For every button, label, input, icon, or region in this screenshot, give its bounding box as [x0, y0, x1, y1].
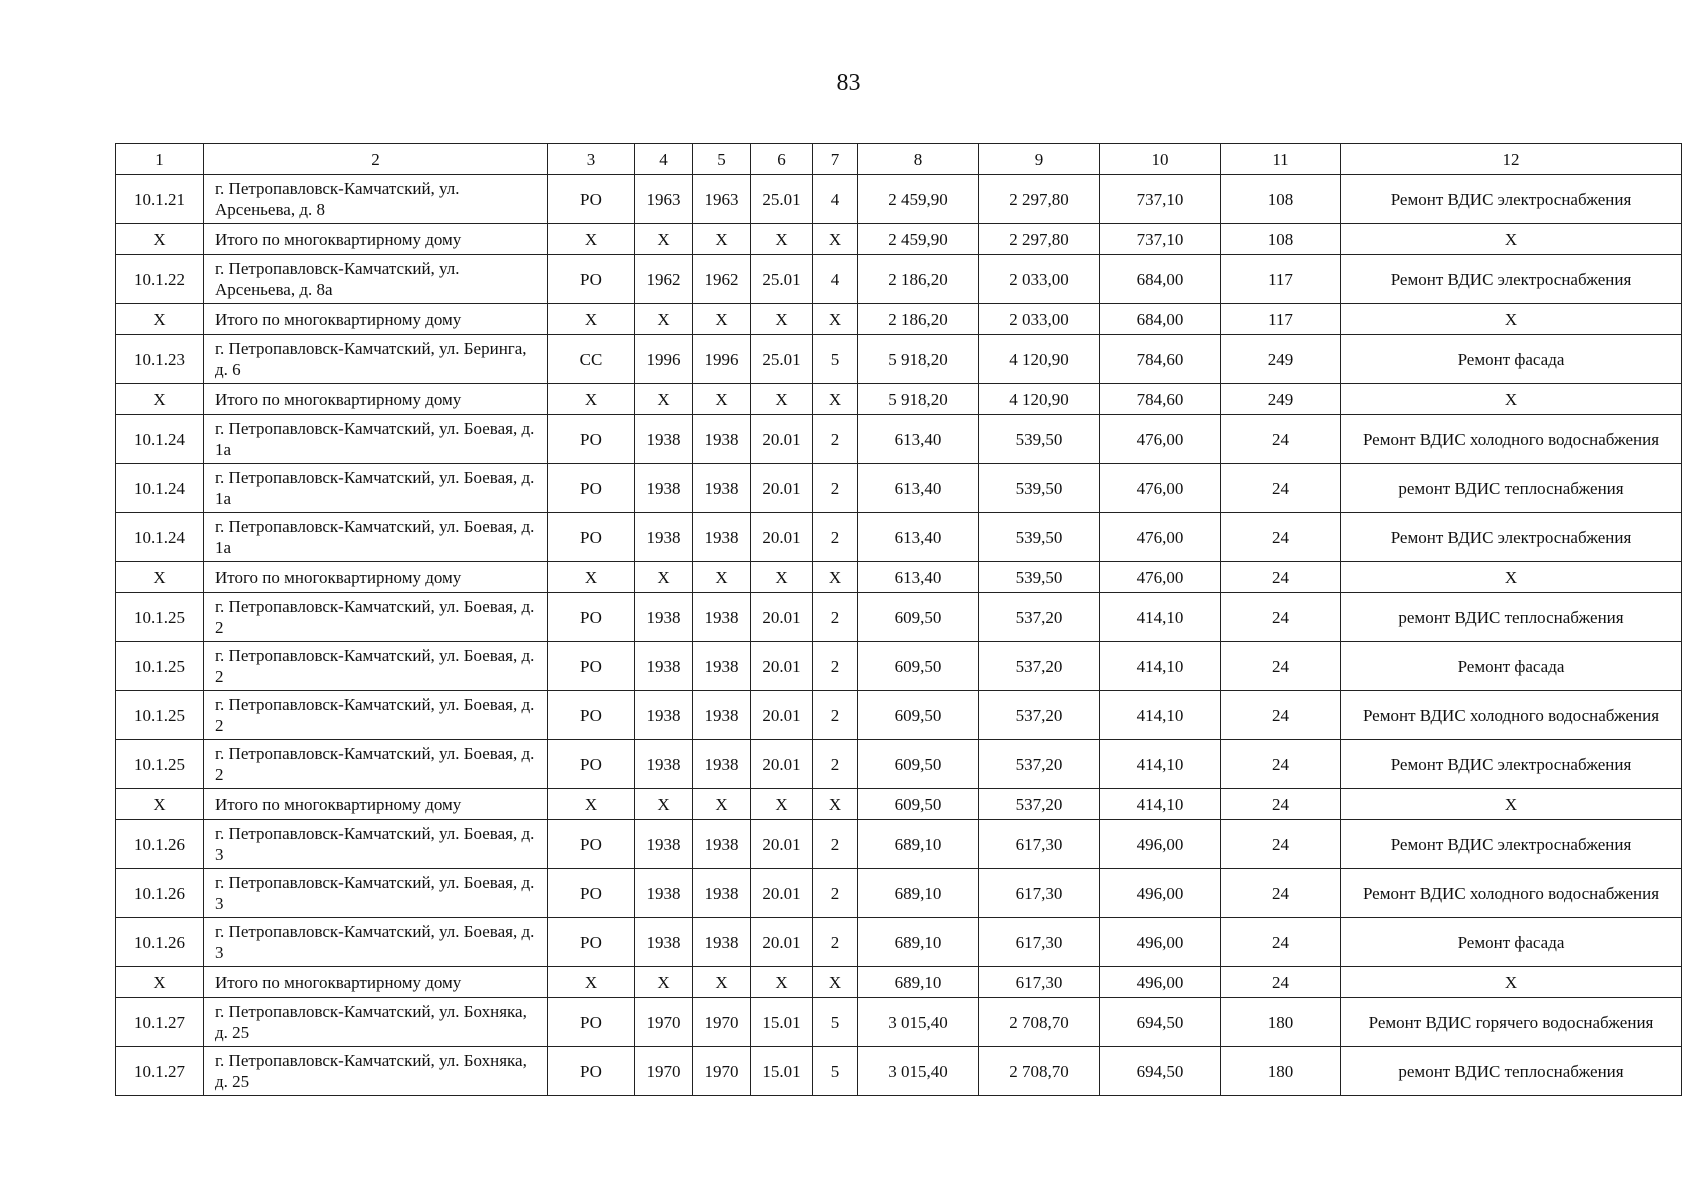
nonliving-area-cell: 684,00 [1100, 304, 1221, 335]
ownership-type-cell: РО [548, 918, 635, 967]
residents-cell: 24 [1221, 820, 1341, 869]
living-area-cell: 2 708,70 [979, 998, 1100, 1047]
address-cell: г. Петропавловск-Камчатский, ул. Боевая, д. 3 [204, 820, 548, 869]
living-area-cell: 617,30 [979, 918, 1100, 967]
address-cell: Итого по многоквартирному дому [204, 789, 548, 820]
commission-year-cell: 1938 [693, 593, 751, 642]
category-code-cell: X [751, 967, 813, 998]
floors-cell: 5 [813, 335, 858, 384]
ownership-type-cell: РО [548, 1047, 635, 1096]
work-type-cell: Ремонт ВДИС электроснабжения [1341, 740, 1682, 789]
floors-cell: 4 [813, 175, 858, 224]
column-number-cell: 3 [548, 144, 635, 175]
address-cell: г. Петропавловск-Камчатский, ул. Боевая, д. 2 [204, 593, 548, 642]
build-year-cell: 1938 [635, 691, 693, 740]
floors-cell: 2 [813, 464, 858, 513]
address-cell: г. Петропавловск-Камчатский, ул. Бохняка, д. 25 [204, 998, 548, 1047]
commission-year-cell: 1970 [693, 1047, 751, 1096]
subtotal-row [116, 789, 1682, 820]
nonliving-area-cell: 737,10 [1100, 175, 1221, 224]
total-area-cell: 2 186,20 [858, 304, 979, 335]
build-year-cell: 1996 [635, 335, 693, 384]
total-area-cell: 609,50 [858, 740, 979, 789]
column-number-cell: 5 [693, 144, 751, 175]
total-area-cell: 5 918,20 [858, 335, 979, 384]
item-number-cell: 10.1.26 [116, 918, 204, 967]
category-code-cell: 20.01 [751, 593, 813, 642]
nonliving-area-cell: 694,50 [1100, 998, 1221, 1047]
column-number-cell: 10 [1100, 144, 1221, 175]
floors-cell: X [813, 562, 858, 593]
category-code-cell: 15.01 [751, 1047, 813, 1096]
residents-cell: 24 [1221, 415, 1341, 464]
total-area-cell: 609,50 [858, 593, 979, 642]
build-year-cell: 1938 [635, 513, 693, 562]
commission-year-cell: 1938 [693, 415, 751, 464]
residents-cell: 249 [1221, 335, 1341, 384]
build-year-cell: 1938 [635, 740, 693, 789]
address-cell: г. Петропавловск-Камчатский, ул. Боевая, д. 2 [204, 691, 548, 740]
category-code-cell: 25.01 [751, 335, 813, 384]
address-cell: г. Петропавловск-Камчатский, ул. Беринга, д. 6 [204, 335, 548, 384]
nonliving-area-cell: 414,10 [1100, 691, 1221, 740]
ownership-type-cell: РО [548, 593, 635, 642]
address-cell: г. Петропавловск-Камчатский, ул. Бохняка, д. 25 [204, 1047, 548, 1096]
living-area-cell: 617,30 [979, 967, 1100, 998]
build-year-cell: 1962 [635, 255, 693, 304]
ownership-type-cell: РО [548, 255, 635, 304]
commission-year-cell: X [693, 304, 751, 335]
work-type-cell: Ремонт фасада [1341, 642, 1682, 691]
floors-cell: 2 [813, 513, 858, 562]
living-area-cell: 537,20 [979, 593, 1100, 642]
column-number-cell: 9 [979, 144, 1100, 175]
build-year-cell: X [635, 789, 693, 820]
ownership-type-cell: РО [548, 175, 635, 224]
address-cell: г. Петропавловск-Камчатский, ул. Боевая, д. 3 [204, 869, 548, 918]
nonliving-area-cell: 476,00 [1100, 464, 1221, 513]
commission-year-cell: X [693, 384, 751, 415]
category-code-cell: X [751, 304, 813, 335]
work-type-cell: Ремонт ВДИС электроснабжения [1341, 255, 1682, 304]
nonliving-area-cell: 414,10 [1100, 593, 1221, 642]
build-year-cell: 1938 [635, 820, 693, 869]
column-number-cell: 4 [635, 144, 693, 175]
total-area-cell: 689,10 [858, 820, 979, 869]
commission-year-cell: 1962 [693, 255, 751, 304]
nonliving-area-cell: 784,60 [1100, 335, 1221, 384]
floors-cell: 2 [813, 820, 858, 869]
ownership-type-cell: X [548, 967, 635, 998]
total-area-cell: 3 015,40 [858, 1047, 979, 1096]
ownership-type-cell: X [548, 789, 635, 820]
item-number-cell: 10.1.25 [116, 691, 204, 740]
living-area-cell: 539,50 [979, 464, 1100, 513]
ownership-type-cell: РО [548, 513, 635, 562]
table-row [116, 415, 1682, 464]
commission-year-cell: 1938 [693, 740, 751, 789]
category-code-cell: X [751, 562, 813, 593]
ownership-type-cell: РО [548, 998, 635, 1047]
residents-cell: 24 [1221, 740, 1341, 789]
item-number-cell: 10.1.26 [116, 869, 204, 918]
table-row [116, 464, 1682, 513]
address-cell: Итого по многоквартирному дому [204, 562, 548, 593]
build-year-cell: X [635, 384, 693, 415]
floors-cell: 5 [813, 998, 858, 1047]
total-area-cell: 609,50 [858, 642, 979, 691]
total-area-cell: 2 459,90 [858, 175, 979, 224]
floors-cell: 2 [813, 740, 858, 789]
work-type-cell: Ремонт ВДИС холодного водоснабжения [1341, 691, 1682, 740]
total-area-cell: 2 459,90 [858, 224, 979, 255]
item-number-cell: 10.1.25 [116, 642, 204, 691]
work-type-cell: Ремонт фасада [1341, 335, 1682, 384]
category-code-cell: 15.01 [751, 998, 813, 1047]
living-area-cell: 617,30 [979, 820, 1100, 869]
column-number-row [116, 144, 1682, 175]
residents-cell: 180 [1221, 998, 1341, 1047]
nonliving-area-cell: 694,50 [1100, 1047, 1221, 1096]
category-code-cell: X [751, 384, 813, 415]
commission-year-cell: 1996 [693, 335, 751, 384]
commission-year-cell: 1963 [693, 175, 751, 224]
living-area-cell: 2 297,80 [979, 224, 1100, 255]
nonliving-area-cell: 496,00 [1100, 918, 1221, 967]
address-cell: г. Петропавловск-Камчатский, ул. Боевая, д. 2 [204, 642, 548, 691]
residents-cell: 24 [1221, 464, 1341, 513]
commission-year-cell: 1970 [693, 998, 751, 1047]
residents-cell: 24 [1221, 869, 1341, 918]
category-code-cell: 20.01 [751, 415, 813, 464]
nonliving-area-cell: 414,10 [1100, 642, 1221, 691]
table-row [116, 513, 1682, 562]
living-area-cell: 539,50 [979, 562, 1100, 593]
item-number-cell: X [116, 384, 204, 415]
build-year-cell: 1938 [635, 869, 693, 918]
item-number-cell: 10.1.24 [116, 513, 204, 562]
build-year-cell: X [635, 562, 693, 593]
build-year-cell: 1938 [635, 642, 693, 691]
residents-cell: 24 [1221, 918, 1341, 967]
ownership-type-cell: X [548, 224, 635, 255]
floors-cell: 2 [813, 918, 858, 967]
subtotal-row [116, 304, 1682, 335]
address-cell: г. Петропавловск-Камчатский, ул. Арсеньева, д. 8 [204, 175, 548, 224]
commission-year-cell: X [693, 967, 751, 998]
item-number-cell: 10.1.22 [116, 255, 204, 304]
address-cell: Итого по многоквартирному дому [204, 384, 548, 415]
build-year-cell: 1963 [635, 175, 693, 224]
category-code-cell: 20.01 [751, 691, 813, 740]
nonliving-area-cell: 737,10 [1100, 224, 1221, 255]
column-number-cell: 12 [1341, 144, 1682, 175]
work-type-cell: Ремонт ВДИС холодного водоснабжения [1341, 415, 1682, 464]
category-code-cell: 20.01 [751, 740, 813, 789]
table-row [116, 255, 1682, 304]
table-row [116, 918, 1682, 967]
table-row [116, 175, 1682, 224]
repair-registry-table [115, 143, 1682, 1096]
work-type-cell: X [1341, 967, 1682, 998]
total-area-cell: 613,40 [858, 464, 979, 513]
commission-year-cell: 1938 [693, 464, 751, 513]
living-area-cell: 539,50 [979, 415, 1100, 464]
commission-year-cell: X [693, 789, 751, 820]
nonliving-area-cell: 784,60 [1100, 384, 1221, 415]
column-number-cell: 11 [1221, 144, 1341, 175]
commission-year-cell: 1938 [693, 869, 751, 918]
table-row [116, 642, 1682, 691]
work-type-cell: Ремонт ВДИС электроснабжения [1341, 175, 1682, 224]
address-cell: Итого по многоквартирному дому [204, 224, 548, 255]
living-area-cell: 2 033,00 [979, 304, 1100, 335]
work-type-cell: ремонт ВДИС теплоснабжения [1341, 1047, 1682, 1096]
address-cell: г. Петропавловск-Камчатский, ул. Боевая, д. 2 [204, 740, 548, 789]
work-type-cell: Ремонт ВДИС электроснабжения [1341, 513, 1682, 562]
item-number-cell: 10.1.25 [116, 593, 204, 642]
floors-cell: 5 [813, 1047, 858, 1096]
floors-cell: X [813, 304, 858, 335]
total-area-cell: 2 186,20 [858, 255, 979, 304]
residents-cell: 24 [1221, 562, 1341, 593]
table-row [116, 335, 1682, 384]
nonliving-area-cell: 496,00 [1100, 820, 1221, 869]
column-number-cell: 8 [858, 144, 979, 175]
item-number-cell: X [116, 224, 204, 255]
table-row [116, 820, 1682, 869]
floors-cell: X [813, 967, 858, 998]
work-type-cell: ремонт ВДИС теплоснабжения [1341, 593, 1682, 642]
address-cell: г. Петропавловск-Камчатский, ул. Боевая, д. 3 [204, 918, 548, 967]
floors-cell: 2 [813, 593, 858, 642]
item-number-cell: 10.1.27 [116, 998, 204, 1047]
category-code-cell: 20.01 [751, 513, 813, 562]
living-area-cell: 617,30 [979, 869, 1100, 918]
ownership-type-cell: X [548, 304, 635, 335]
build-year-cell: 1970 [635, 1047, 693, 1096]
floors-cell: 2 [813, 415, 858, 464]
total-area-cell: 613,40 [858, 562, 979, 593]
build-year-cell: X [635, 304, 693, 335]
item-number-cell: 10.1.23 [116, 335, 204, 384]
residents-cell: 24 [1221, 642, 1341, 691]
living-area-cell: 2 297,80 [979, 175, 1100, 224]
work-type-cell: X [1341, 789, 1682, 820]
living-area-cell: 537,20 [979, 789, 1100, 820]
work-type-cell: Ремонт фасада [1341, 918, 1682, 967]
residents-cell: 180 [1221, 1047, 1341, 1096]
work-type-cell: ремонт ВДИС теплоснабжения [1341, 464, 1682, 513]
ownership-type-cell: РО [548, 869, 635, 918]
page-number: 83 [836, 70, 861, 96]
floors-cell: X [813, 384, 858, 415]
total-area-cell: 689,10 [858, 869, 979, 918]
item-number-cell: X [116, 789, 204, 820]
residents-cell: 117 [1221, 255, 1341, 304]
nonliving-area-cell: 476,00 [1100, 513, 1221, 562]
column-number-cell: 2 [204, 144, 548, 175]
item-number-cell: X [116, 967, 204, 998]
total-area-cell: 613,40 [858, 513, 979, 562]
table-row [116, 691, 1682, 740]
total-area-cell: 609,50 [858, 691, 979, 740]
ownership-type-cell: РО [548, 691, 635, 740]
item-number-cell: 10.1.24 [116, 464, 204, 513]
ownership-type-cell: РО [548, 740, 635, 789]
nonliving-area-cell: 476,00 [1100, 415, 1221, 464]
build-year-cell: 1938 [635, 593, 693, 642]
total-area-cell: 689,10 [858, 967, 979, 998]
work-type-cell: Ремонт ВДИС горячего водоснабжения [1341, 998, 1682, 1047]
column-number-cell: 7 [813, 144, 858, 175]
table-row [116, 593, 1682, 642]
category-code-cell: 25.01 [751, 255, 813, 304]
table-row [116, 998, 1682, 1047]
ownership-type-cell: СС [548, 335, 635, 384]
category-code-cell: 20.01 [751, 464, 813, 513]
subtotal-row [116, 384, 1682, 415]
ownership-type-cell: РО [548, 642, 635, 691]
work-type-cell: X [1341, 224, 1682, 255]
residents-cell: 24 [1221, 789, 1341, 820]
ownership-type-cell: РО [548, 415, 635, 464]
item-number-cell: 10.1.24 [116, 415, 204, 464]
table-row [116, 1047, 1682, 1096]
floors-cell: 2 [813, 642, 858, 691]
total-area-cell: 609,50 [858, 789, 979, 820]
residents-cell: 24 [1221, 513, 1341, 562]
living-area-cell: 4 120,90 [979, 384, 1100, 415]
nonliving-area-cell: 496,00 [1100, 869, 1221, 918]
floors-cell: 2 [813, 869, 858, 918]
work-type-cell: Ремонт ВДИС холодного водоснабжения [1341, 869, 1682, 918]
residents-cell: 108 [1221, 224, 1341, 255]
floors-cell: 4 [813, 255, 858, 304]
residents-cell: 24 [1221, 593, 1341, 642]
category-code-cell: 20.01 [751, 918, 813, 967]
subtotal-row [116, 562, 1682, 593]
living-area-cell: 537,20 [979, 642, 1100, 691]
work-type-cell: X [1341, 384, 1682, 415]
table-row [116, 869, 1682, 918]
nonliving-area-cell: 496,00 [1100, 967, 1221, 998]
subtotal-row [116, 224, 1682, 255]
floors-cell: X [813, 224, 858, 255]
living-area-cell: 537,20 [979, 691, 1100, 740]
living-area-cell: 2 033,00 [979, 255, 1100, 304]
residents-cell: 108 [1221, 175, 1341, 224]
nonliving-area-cell: 684,00 [1100, 255, 1221, 304]
subtotal-row [116, 967, 1682, 998]
total-area-cell: 5 918,20 [858, 384, 979, 415]
living-area-cell: 539,50 [979, 513, 1100, 562]
ownership-type-cell: РО [548, 464, 635, 513]
item-number-cell: 10.1.25 [116, 740, 204, 789]
residents-cell: 249 [1221, 384, 1341, 415]
work-type-cell: Ремонт ВДИС электроснабжения [1341, 820, 1682, 869]
address-cell: г. Петропавловск-Камчатский, ул. Арсеньева, д. 8а [204, 255, 548, 304]
living-area-cell: 537,20 [979, 740, 1100, 789]
category-code-cell: 20.01 [751, 642, 813, 691]
category-code-cell: X [751, 224, 813, 255]
item-number-cell: 10.1.21 [116, 175, 204, 224]
living-area-cell: 4 120,90 [979, 335, 1100, 384]
item-number-cell: X [116, 562, 204, 593]
work-type-cell: X [1341, 562, 1682, 593]
commission-year-cell: X [693, 224, 751, 255]
build-year-cell: 1938 [635, 415, 693, 464]
ownership-type-cell: X [548, 384, 635, 415]
table-body [116, 144, 1682, 1096]
item-number-cell: 10.1.26 [116, 820, 204, 869]
floors-cell: X [813, 789, 858, 820]
item-number-cell: X [116, 304, 204, 335]
nonliving-area-cell: 476,00 [1100, 562, 1221, 593]
residents-cell: 117 [1221, 304, 1341, 335]
residents-cell: 24 [1221, 691, 1341, 740]
build-year-cell: 1938 [635, 464, 693, 513]
address-cell: г. Петропавловск-Камчатский, ул. Боевая, д. 1а [204, 415, 548, 464]
build-year-cell: 1970 [635, 998, 693, 1047]
build-year-cell: X [635, 224, 693, 255]
category-code-cell: 20.01 [751, 820, 813, 869]
ownership-type-cell: РО [548, 820, 635, 869]
table-row [116, 740, 1682, 789]
total-area-cell: 689,10 [858, 918, 979, 967]
commission-year-cell: 1938 [693, 918, 751, 967]
residents-cell: 24 [1221, 967, 1341, 998]
commission-year-cell: X [693, 562, 751, 593]
address-cell: г. Петропавловск-Камчатский, ул. Боевая, д. 1а [204, 464, 548, 513]
item-number-cell: 10.1.27 [116, 1047, 204, 1096]
total-area-cell: 613,40 [858, 415, 979, 464]
total-area-cell: 3 015,40 [858, 998, 979, 1047]
floors-cell: 2 [813, 691, 858, 740]
commission-year-cell: 1938 [693, 642, 751, 691]
column-number-cell: 1 [116, 144, 204, 175]
address-cell: г. Петропавловск-Камчатский, ул. Боевая, д. 1а [204, 513, 548, 562]
nonliving-area-cell: 414,10 [1100, 740, 1221, 789]
commission-year-cell: 1938 [693, 820, 751, 869]
living-area-cell: 2 708,70 [979, 1047, 1100, 1096]
category-code-cell: X [751, 789, 813, 820]
build-year-cell: 1938 [635, 918, 693, 967]
category-code-cell: 25.01 [751, 175, 813, 224]
address-cell: Итого по многоквартирному дому [204, 967, 548, 998]
category-code-cell: 20.01 [751, 869, 813, 918]
commission-year-cell: 1938 [693, 691, 751, 740]
work-type-cell: X [1341, 304, 1682, 335]
ownership-type-cell: X [548, 562, 635, 593]
address-cell: Итого по многоквартирному дому [204, 304, 548, 335]
build-year-cell: X [635, 967, 693, 998]
commission-year-cell: 1938 [693, 513, 751, 562]
column-number-cell: 6 [751, 144, 813, 175]
nonliving-area-cell: 414,10 [1100, 789, 1221, 820]
